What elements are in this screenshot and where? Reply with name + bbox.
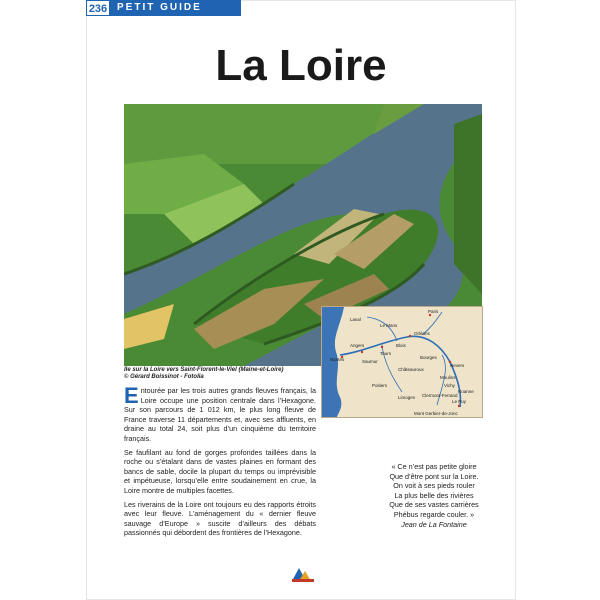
map-label: Laval: [350, 317, 361, 322]
paragraph-text: ntourée par les trois autres grands fleuves français, la Loire occupe une position centrale dans l’Hexagone. Sur son parcours de 1 012 km, le plus long fleuve de France traverse 11 départements et, avec ses affluents, en draine au total 24, soit plus d’un cinquième du territoire français.: [124, 386, 316, 443]
map-label: Bourges: [420, 355, 437, 360]
map-label: Clermont-Ferrand: [422, 393, 458, 398]
map-label: Limoges: [398, 395, 416, 400]
aedis-logo-icon: [290, 566, 316, 582]
quote-line: Que d’être pont sur la Loire.: [389, 471, 479, 481]
paragraph: Les riverains de la Loire ont toujours eu des rapports étroits avec leur fleuve. L’aménagement du « dernier fleuve sauvage d’Europe » suscite d’ailleurs des débats passionnés qui débordent des frontières de l’Hexagone.: [124, 499, 316, 538]
caption-credit: © Gérard Boissinot - Fotolia: [124, 374, 204, 380]
map-label: Paris: [428, 309, 439, 314]
map-label: Roanne: [458, 389, 474, 394]
map-label: Orléans: [414, 331, 430, 336]
map-label: Tours: [380, 351, 392, 356]
map-label: Blois: [396, 343, 406, 348]
quote-author: Jean de La Fontaine: [401, 519, 467, 529]
map-label: Le Mans: [380, 323, 398, 328]
map-label: Mont Gerbier-de-Jonc: [414, 411, 458, 416]
series-name: PETIT GUIDE: [117, 2, 202, 13]
map-label: Moulins: [440, 375, 456, 380]
map-label: Nevers: [450, 363, 465, 368]
quote-line: Phébus regarde couler. »: [393, 509, 475, 519]
loire-map: [321, 306, 483, 418]
paragraph: [124, 383, 316, 444]
map-label: Le Puy: [452, 399, 467, 404]
map-label: Poitiers: [372, 383, 388, 388]
map-label: Châteauroux: [398, 367, 424, 372]
map-label: Nantes: [330, 357, 345, 362]
issue-number: 236: [86, 0, 110, 16]
paragraph: Se faufilant au fond de gorges profondes taillées dans la roche ou s’étalant dans de vastes plaines en formant des bancs de sable, docile la plupart du temps ou imprévisible et impétueuse, lorsqu’elle entre soudainement en crue, la Loire montre de multiples facettes.: [124, 447, 316, 495]
quote-line: Que de ses vastes carrières: [389, 500, 479, 510]
map-label: Angers: [350, 343, 365, 348]
publisher-logo: [290, 566, 316, 582]
map-label: Vichy: [444, 383, 455, 388]
article-body: [124, 383, 316, 542]
caption-line: Ile sur la Loire vers Saint-Florent-le-Viel (Maine-et-Loire): [124, 367, 284, 373]
map-label: Saumur: [362, 359, 378, 364]
quote-block: [373, 462, 495, 529]
page-title: La Loire: [215, 41, 387, 90]
quote-line: La plus belle des rivières: [394, 490, 474, 500]
drop-cap: E: [124, 383, 139, 408]
quote-line: On voit à ses pieds rouler: [393, 481, 475, 491]
photo-caption: [124, 367, 324, 381]
loire-map-illustration: [322, 307, 483, 418]
quote-line: « Ce n’est pas petite gloire: [391, 462, 477, 471]
